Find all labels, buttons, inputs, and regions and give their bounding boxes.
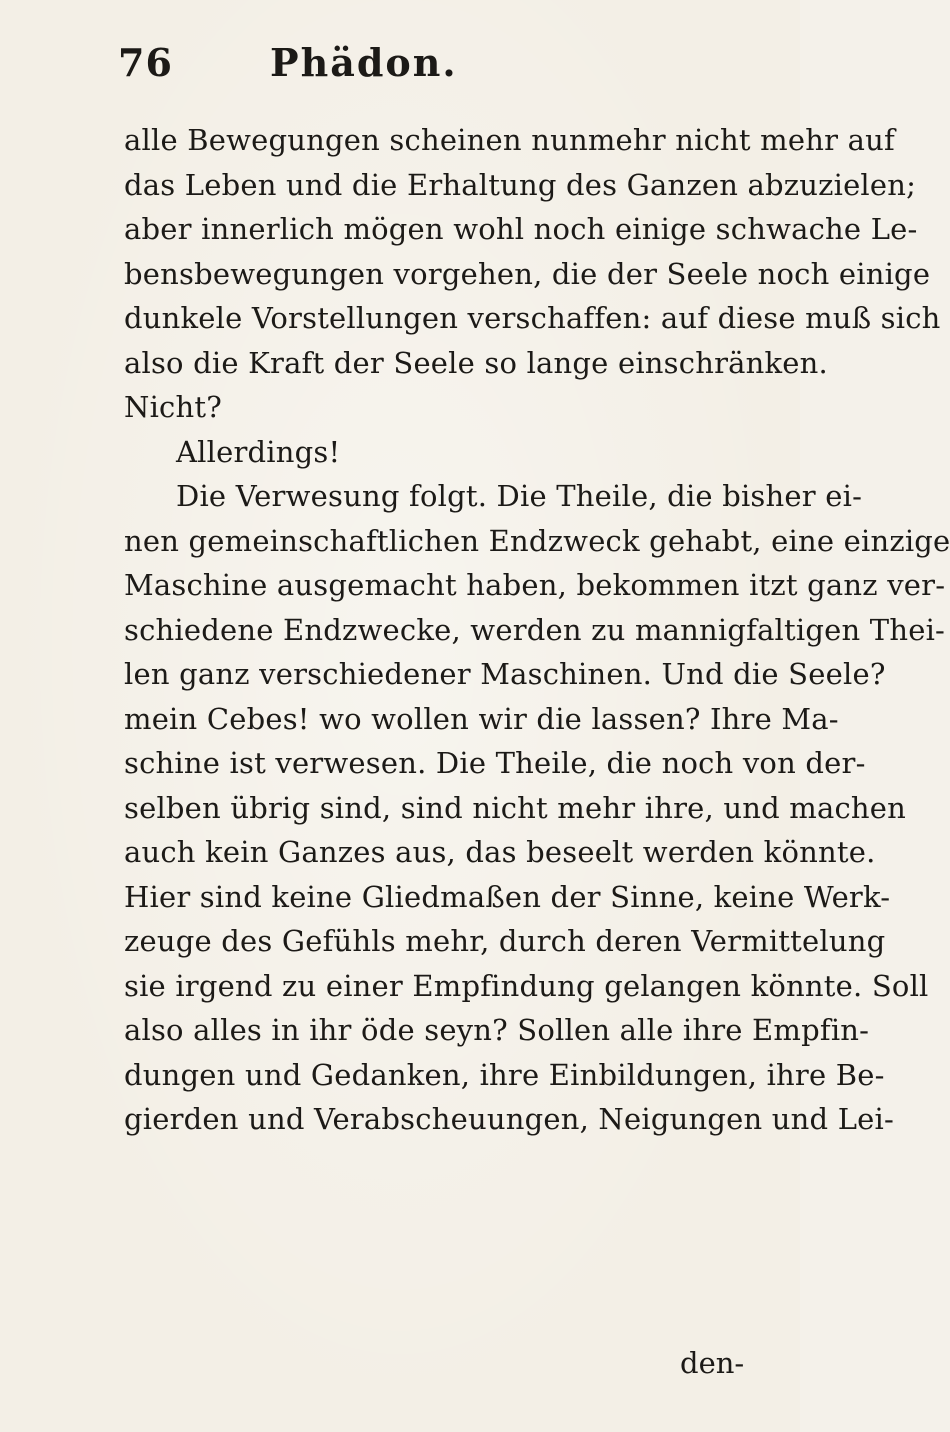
page-header <box>118 40 718 90</box>
text-line: Allerdings! <box>176 434 341 469</box>
text-line: len ganz verschiedener Maschinen. Und die Seele? <box>124 657 886 691</box>
text-line: nen gemeinschaftlichen Endzweck gehabt, eine einzige <box>124 523 950 558</box>
text-line: Nicht? <box>124 390 222 424</box>
text-line: auch kein Ganzes aus, das beseelt werden könnte. <box>124 835 876 869</box>
text-line: selben übrig sind, sind nicht mehr ihre, und machen <box>124 790 907 825</box>
text-line: das Leben und die Erhaltung des Ganzen abzuzielen; <box>124 167 917 202</box>
text-line: aber innerlich mögen wohl noch einige schwache Le- <box>124 212 918 246</box>
page-number: 76 <box>118 40 173 85</box>
text-line: gierden und Verabscheuungen, Neigungen und Lei- <box>124 1102 894 1136</box>
body-text <box>124 118 950 1142</box>
text-line: mein Cebes! wo wollen wir die lassen? Ihre Ma- <box>124 701 839 736</box>
text-line: zeuge des Gefühls mehr, durch deren Vermittelung <box>124 924 886 958</box>
text-line: sie irgend zu einer Empfindung gelangen könnte. Soll <box>124 968 929 1003</box>
text-line: also alles in ihr öde seyn? Sollen alle ihre Empfin- <box>124 1013 870 1047</box>
text-line: Hier sind keine Gliedmaßen der Sinne, keine Werk- <box>124 879 891 914</box>
text-line: dunkele Vorstellungen verschaffen: auf diese muß sich <box>124 301 941 335</box>
text-line: bensbewegungen vorgehen, die der Seele noch einige <box>124 256 931 291</box>
text-line: dungen und Gedanken, ihre Einbildungen, ihre Be- <box>124 1057 885 1092</box>
catchword: den- <box>680 1346 745 1380</box>
text-line: also die Kraft der Seele so lange einschränken. <box>124 345 828 380</box>
text-line: schine ist verwesen. Die Theile, die noch von der- <box>124 746 866 780</box>
text-line: Die Verwesung folgt. Die Theile, die bisher ei- <box>176 479 863 513</box>
running-title: Phädon. <box>270 40 458 85</box>
text-line: schiedene Endzwecke, werden zu mannigfaltigen Thei- <box>124 612 946 647</box>
text-line: Maschine ausgemacht haben, bekommen itzt ganz ver- <box>124 568 946 602</box>
text-line: alle Bewegungen scheinen nunmehr nicht mehr auf <box>124 123 895 157</box>
